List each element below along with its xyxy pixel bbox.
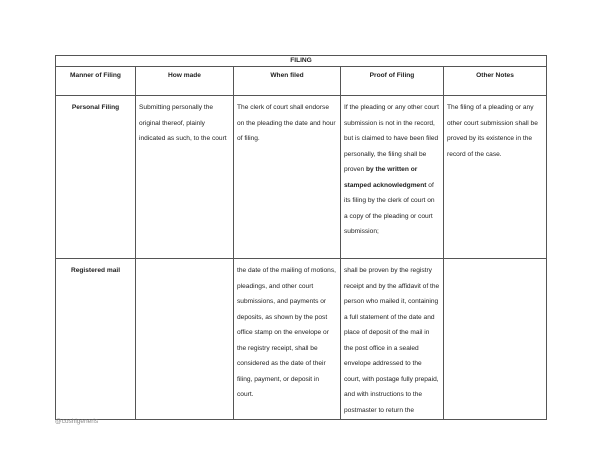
header-when-filed: When filed [234, 67, 341, 96]
when-filed-text: the date of the mailing of motions, pleadings, and other court submissions, and payments or deposits, as shown by the post office stamp on the envelope or the registry receipt, shall be considered as the date of their filing, payment, or deposit in court. [237, 267, 336, 398]
table-row [56, 259, 547, 420]
header-proof-of-filing: Proof of Filing [341, 67, 444, 96]
manner-cell [56, 259, 136, 420]
manner-registered-mail: Registered mail [70, 267, 121, 274]
when-filed-cell [234, 259, 341, 420]
header-other-notes: Other Notes [444, 67, 547, 96]
header-manner-of-filing: Manner of Filing [56, 67, 136, 96]
proof-text [344, 96, 440, 240]
how-made-cell [136, 96, 234, 259]
notes-cell [444, 259, 547, 420]
table-title: FILING [56, 56, 547, 67]
proof-text: shall be proven by the registry receipt and by the affidavit of the person who mailed it, containing a full statement of the date and place of deposit of the mail in the post office in a sealed envelope addressed to the court, with postage fully prepaid, and with instructions to the postmaster to return the [344, 267, 440, 414]
proof-text-start: If the pleading or any other court submission is not in the record, but is claimed to have been filed personally, the filing shall be proven [344, 104, 439, 173]
proof-cell [341, 96, 444, 259]
watermark: @coshlgeneris [55, 418, 99, 425]
notes-text: The filing of a pleading or any other court submission shall be proved by its existence in the record of the case. [447, 104, 538, 158]
manner-personal-filing: Personal Filing [71, 104, 120, 111]
header-how-made: How made [136, 67, 234, 96]
proof-text-emphasis: by the written or stamped acknowledgment [344, 166, 427, 189]
when-filed-text: The clerk of court shall endorse on the pleading the date and hour of filing. [237, 104, 336, 142]
manner-cell [56, 96, 136, 259]
filing-table [55, 55, 547, 420]
how-made-text: Submitting personally the original thereof, plainly indicated as such, to the court [139, 104, 227, 142]
table-row [56, 96, 547, 259]
proof-text-end: of its filing by the clerk of court on a copy of the pleading or court submission; [344, 181, 435, 235]
notes-cell [444, 96, 547, 259]
how-made-text [139, 259, 230, 263]
proof-cell [341, 259, 444, 420]
how-made-cell [136, 259, 234, 420]
when-filed-cell [234, 96, 341, 259]
notes-text [447, 259, 543, 263]
